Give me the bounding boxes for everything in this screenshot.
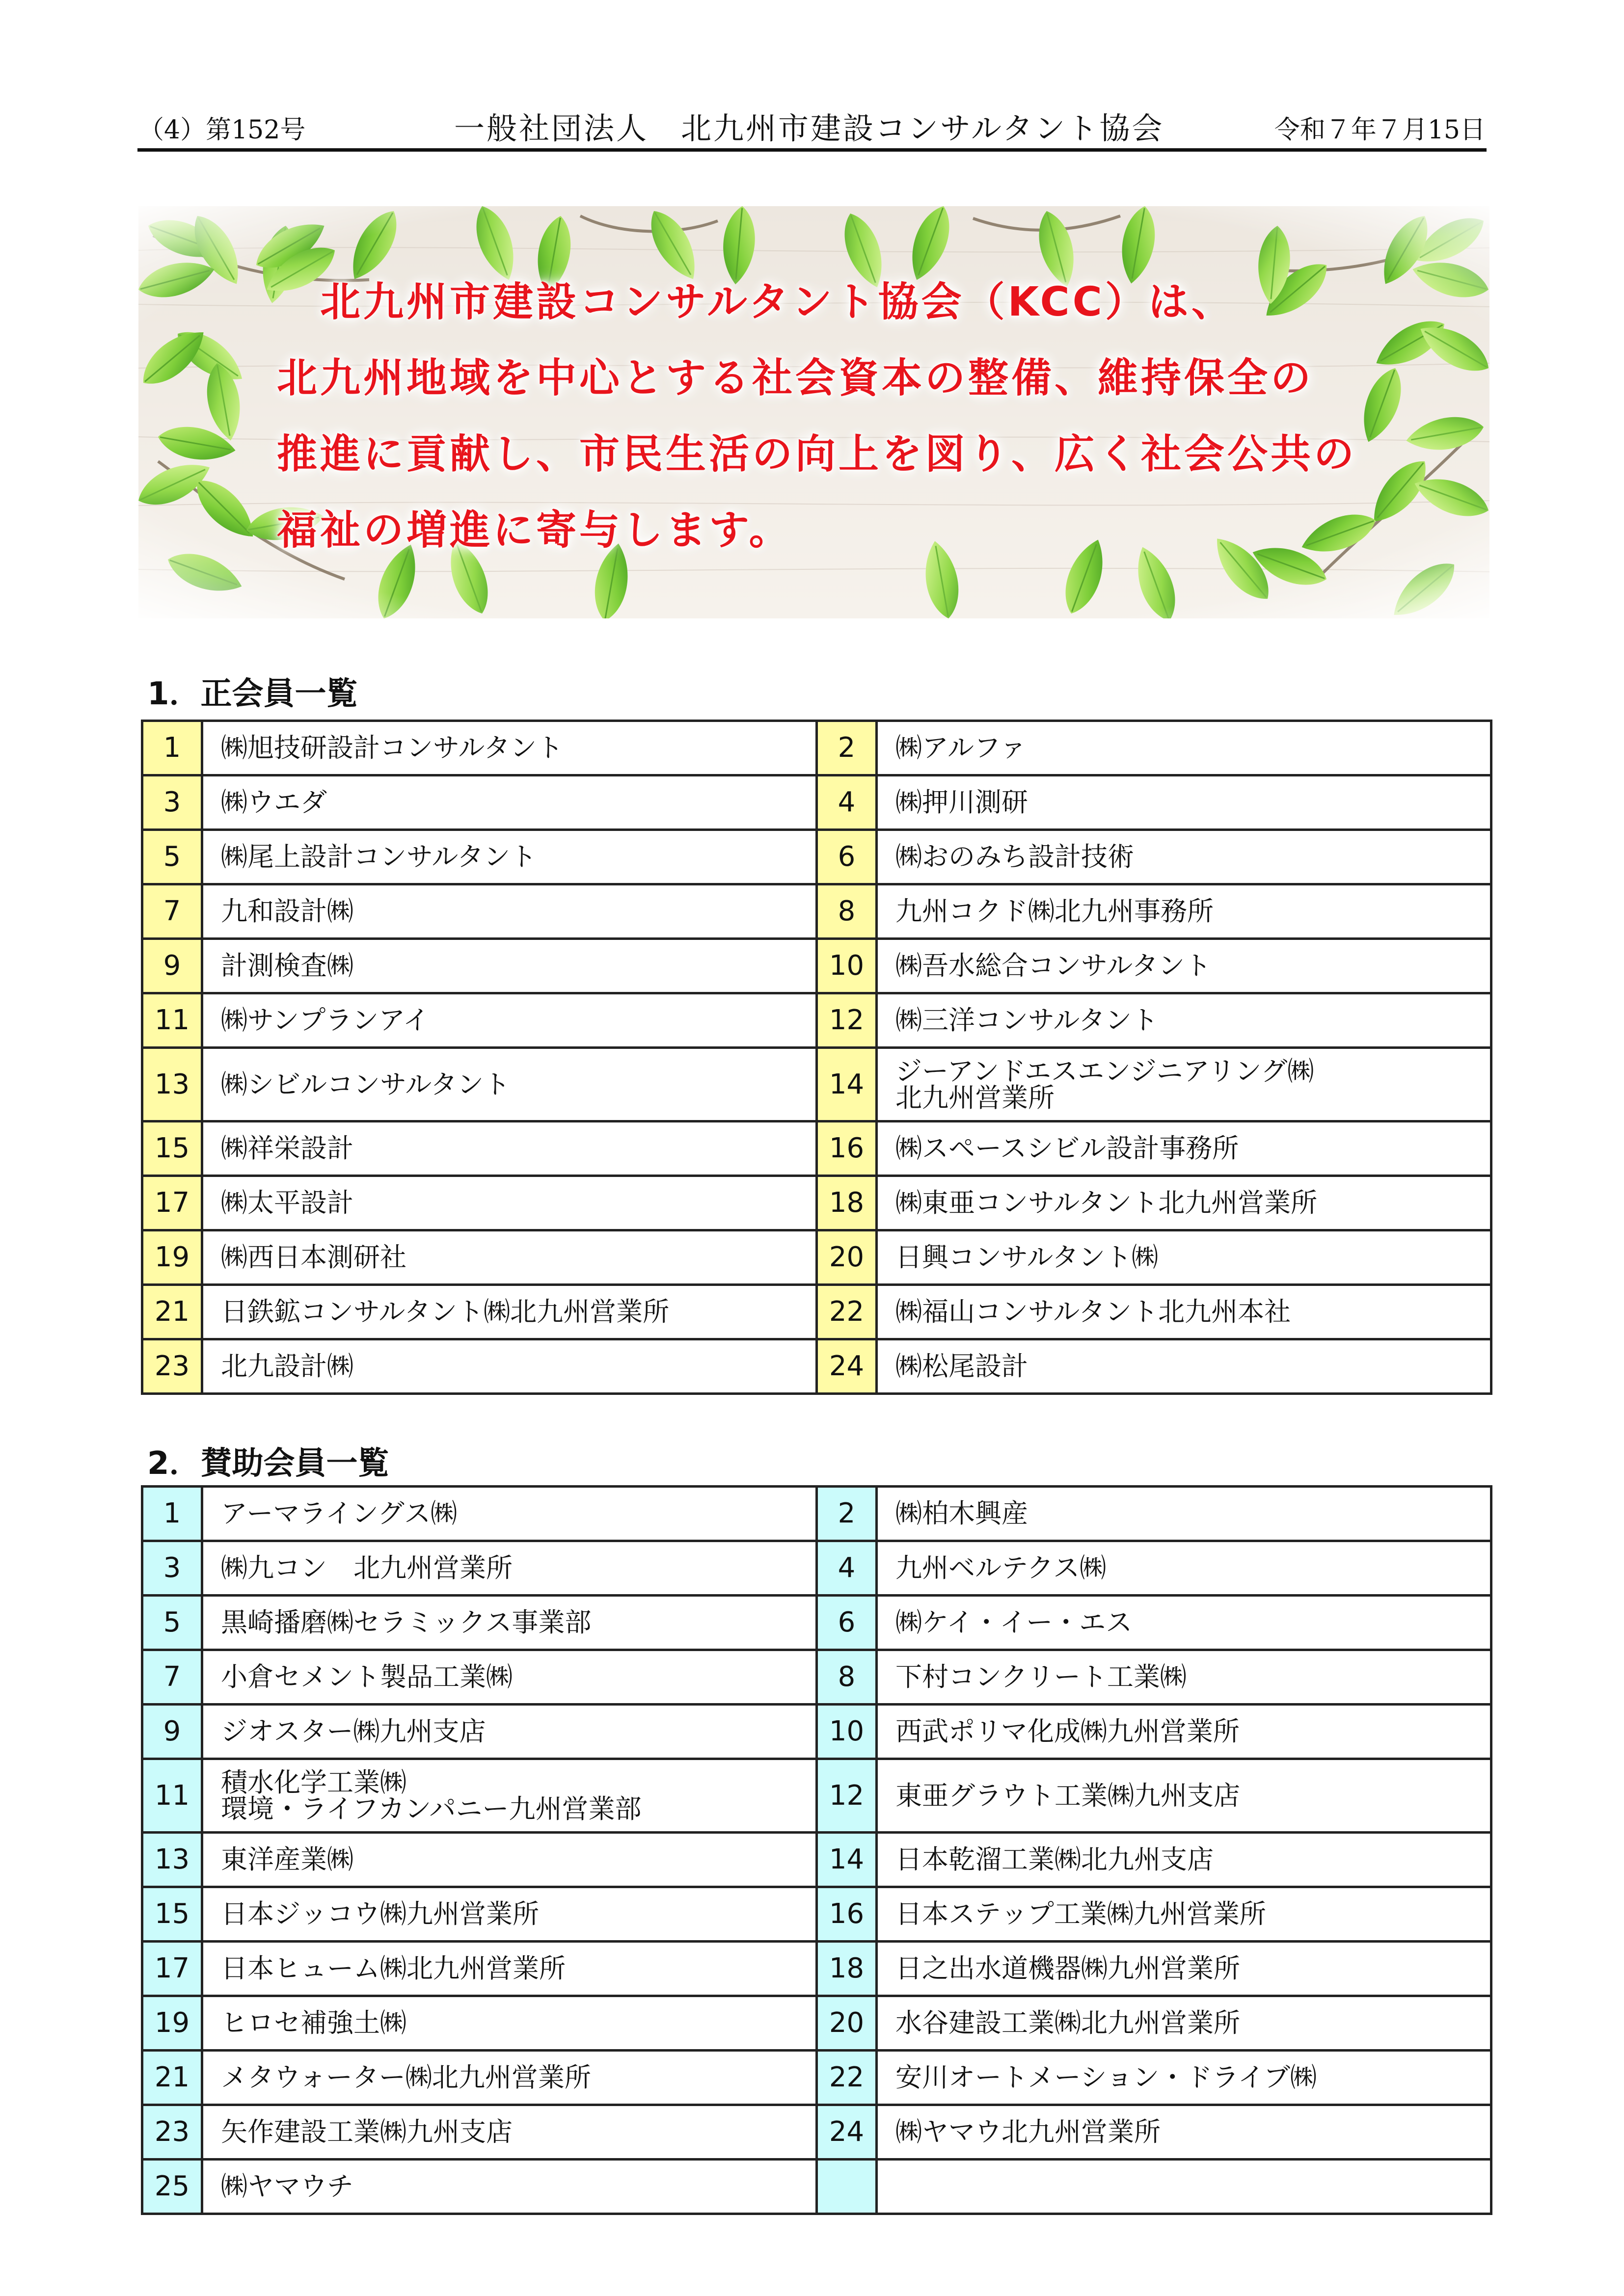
member-name: ㈱西日本測研社 [202, 1230, 817, 1285]
member-number: 23 [142, 2105, 202, 2160]
member-name: ㈱ヤマウ北九州営業所 [877, 2105, 1491, 2160]
member-number: 23 [142, 1339, 202, 1394]
member-name: ㈱太平設計 [202, 1176, 817, 1230]
member-number: 3 [142, 1541, 202, 1596]
table-row [142, 830, 1491, 884]
regular-members-table [141, 720, 1492, 1395]
member-number: 12 [817, 993, 877, 1048]
member-name: ㈱シビルコンサルタント [202, 1048, 817, 1121]
table-row [142, 1487, 1491, 1541]
member-name: ㈱スペースシビル設計事務所 [877, 1121, 1491, 1176]
member-number: 20 [817, 1230, 877, 1285]
member-number: 8 [817, 884, 877, 939]
member-number: 21 [142, 1285, 202, 1339]
member-name: ㈱九コン 北九州営業所 [202, 1541, 817, 1596]
header-rule [137, 148, 1487, 152]
member-name: 積水化学工業㈱ 環境・ライフカンパニー九州営業部 [202, 1759, 817, 1833]
member-number: 6 [817, 830, 877, 884]
member-name: 九州ベルテクス㈱ [877, 1541, 1491, 1596]
table-row [142, 2160, 1491, 2214]
member-name: 下村コンクリート工業㈱ [877, 1650, 1491, 1705]
member-name: 九和設計㈱ [202, 884, 817, 939]
member-number: 3 [142, 775, 202, 830]
member-name: ジオスター㈱九州支店 [202, 1705, 817, 1759]
member-number: 21 [142, 2051, 202, 2105]
member-number: 19 [142, 1996, 202, 2051]
member-number: 24 [817, 1339, 877, 1394]
member-number: 14 [817, 1048, 877, 1121]
banner-line-1: 北九州市建設コンサルタント協会（KCC）は、 [320, 279, 1235, 325]
table-row [142, 1230, 1491, 1285]
member-name: ㈱祥栄設計 [202, 1121, 817, 1176]
table-row [142, 1705, 1491, 1759]
member-name: アーマライングス㈱ [202, 1487, 817, 1541]
member-number: 5 [142, 1596, 202, 1650]
table-row [142, 1887, 1491, 1942]
member-number: 9 [142, 1705, 202, 1759]
member-number: 18 [817, 1942, 877, 1996]
member-number: 22 [817, 2051, 877, 2105]
member-number: 11 [142, 1759, 202, 1833]
member-number: 14 [817, 1833, 877, 1887]
member-name: ジーアンドエスエンジニアリング㈱ 北九州営業所 [877, 1048, 1491, 1121]
table-row [142, 1996, 1491, 2051]
member-name: 日之出水道機器㈱九州営業所 [877, 1942, 1491, 1996]
table-row [142, 1048, 1491, 1121]
table-row [142, 775, 1491, 830]
table-row [142, 1596, 1491, 1650]
banner-line-3: 推進に貢献し、市民生活の向上を図り、広く社会公共の [277, 431, 1357, 478]
member-name: ㈱旭技研設計コンサルタント [202, 721, 817, 775]
member-number: 24 [817, 2105, 877, 2160]
member-name: 日本乾溜工業㈱北九州支店 [877, 1833, 1491, 1887]
member-name: ㈱吾水総合コンサルタント [877, 939, 1491, 993]
member-name: ヒロセ補強土㈱ [202, 1996, 817, 2051]
leaf-background-illustration [138, 206, 1489, 618]
member-number: 2 [817, 721, 877, 775]
member-name: 日鉄鉱コンサルタント㈱北九州営業所 [202, 1285, 817, 1339]
member-number: 15 [142, 1887, 202, 1942]
table-row [142, 721, 1491, 775]
member-name: ㈱アルファ [877, 721, 1491, 775]
member-name: 西武ポリマ化成㈱九州営業所 [877, 1705, 1491, 1759]
member-name: ㈱福山コンサルタント北九州本社 [877, 1285, 1491, 1339]
table-row [142, 1541, 1491, 1596]
table-row [142, 939, 1491, 993]
member-name: メタウォーター㈱北九州営業所 [202, 2051, 817, 2105]
member-name: ㈱松尾設計 [877, 1339, 1491, 1394]
member-number: 18 [817, 1176, 877, 1230]
member-number: 13 [142, 1048, 202, 1121]
member-name: 北九設計㈱ [202, 1339, 817, 1394]
member-name: ㈱おのみち設計技術 [877, 830, 1491, 884]
table-row [142, 1833, 1491, 1887]
member-name: ㈱ウエダ [202, 775, 817, 830]
organization-title: 一般社団法人 北九州市建設コンサルタント協会 [454, 110, 1164, 146]
member-number: 22 [817, 1285, 877, 1339]
member-name: 日本ヒューム㈱北九州営業所 [202, 1942, 817, 1996]
member-name: ㈱ケイ・イー・エス [877, 1596, 1491, 1650]
table-row [142, 2105, 1491, 2160]
table-row [142, 993, 1491, 1048]
member-name: 計測検査㈱ [202, 939, 817, 993]
member-number: 1 [142, 721, 202, 775]
member-name: 安川オートメーション・ドライブ㈱ [877, 2051, 1491, 2105]
member-name: 矢作建設工業㈱九州支店 [202, 2105, 817, 2160]
member-number: 9 [142, 939, 202, 993]
member-name [877, 2160, 1491, 2214]
table-row [142, 1339, 1491, 1394]
supporting-members-rows [142, 1487, 1491, 2214]
table-row [142, 1942, 1491, 1996]
member-number: 17 [142, 1176, 202, 1230]
member-name: 日本ジッコウ㈱九州営業所 [202, 1887, 817, 1942]
member-number: 4 [817, 775, 877, 830]
member-number: 5 [142, 830, 202, 884]
member-name: 東洋産業㈱ [202, 1833, 817, 1887]
table-row [142, 1121, 1491, 1176]
member-number: 25 [142, 2160, 202, 2214]
member-number: 7 [142, 884, 202, 939]
member-name: 黒崎播磨㈱セラミックス事業部 [202, 1596, 817, 1650]
member-name: ㈱サンプランアイ [202, 993, 817, 1048]
mission-banner [138, 206, 1489, 618]
member-number: 16 [817, 1887, 877, 1942]
member-name: 小倉セメント製品工業㈱ [202, 1650, 817, 1705]
table-row [142, 1650, 1491, 1705]
member-number: 1 [142, 1487, 202, 1541]
supporting-members-heading: 2．賛助会員一覧 [147, 1445, 389, 1482]
supporting-members-table [141, 1485, 1492, 2215]
member-name: ㈱東亜コンサルタント北九州営業所 [877, 1176, 1491, 1230]
member-name: ㈱押川測研 [877, 775, 1491, 830]
member-number: 2 [817, 1487, 877, 1541]
member-name: ㈱尾上設計コンサルタント [202, 830, 817, 884]
member-name: 水谷建設工業㈱北九州営業所 [877, 1996, 1491, 2051]
member-name: ㈱ヤマウチ [202, 2160, 817, 2214]
issue-number: （4）第152号 [138, 115, 306, 145]
member-number: 7 [142, 1650, 202, 1705]
member-number: 20 [817, 1996, 877, 2051]
member-number: 4 [817, 1541, 877, 1596]
member-number: 15 [142, 1121, 202, 1176]
member-number: 10 [817, 939, 877, 993]
member-name: 日本ステップ工業㈱九州営業所 [877, 1887, 1491, 1942]
member-number: 19 [142, 1230, 202, 1285]
member-number: 6 [817, 1596, 877, 1650]
member-name: 東亜グラウト工業㈱九州支店 [877, 1759, 1491, 1833]
banner-line-4: 福祉の増進に寄与します。 [277, 507, 792, 554]
table-row [142, 1759, 1491, 1833]
banner-line-2: 北九州地域を中心とする社会資本の整備、維持保全の [277, 355, 1314, 401]
member-number [817, 2160, 877, 2214]
issue-date: 令和７年７月15日 [1274, 115, 1486, 145]
member-number: 11 [142, 993, 202, 1048]
table-row [142, 1176, 1491, 1230]
member-number: 12 [817, 1759, 877, 1833]
member-number: 8 [817, 1650, 877, 1705]
regular-members-heading: 1．正会員一覧 [147, 676, 358, 712]
member-name: ㈱柏木興産 [877, 1487, 1491, 1541]
table-row [142, 2051, 1491, 2105]
table-row [142, 884, 1491, 939]
member-name: 日興コンサルタント㈱ [877, 1230, 1491, 1285]
member-name: 九州コクド㈱北九州事務所 [877, 884, 1491, 939]
member-name: ㈱三洋コンサルタント [877, 993, 1491, 1048]
member-number: 13 [142, 1833, 202, 1887]
member-number: 10 [817, 1705, 877, 1759]
member-number: 17 [142, 1942, 202, 1996]
member-number: 16 [817, 1121, 877, 1176]
regular-members-rows [142, 721, 1491, 1394]
table-row [142, 1285, 1491, 1339]
